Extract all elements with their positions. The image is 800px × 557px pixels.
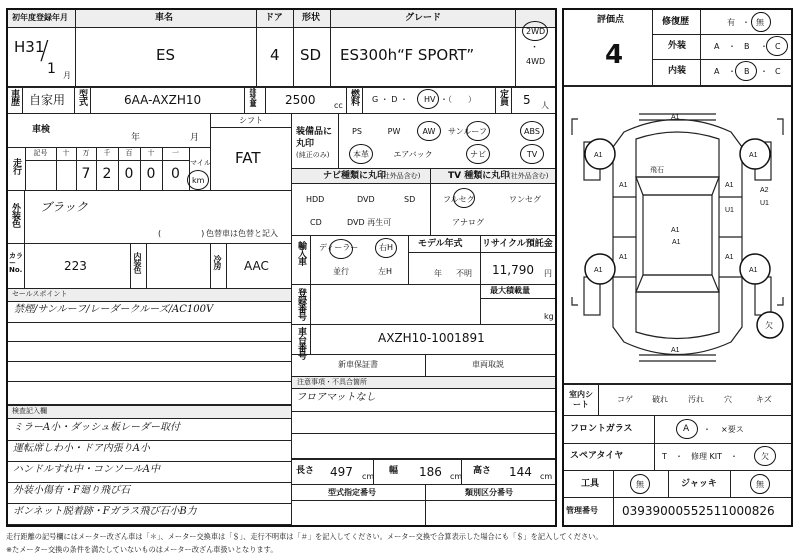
warranty-manual: 車両取説 <box>472 360 504 369</box>
inspector-line: 運転席しわ小・ドア内張りA小 <box>13 443 150 454</box>
width-unit: cm <box>450 472 463 481</box>
windshield-label: フロントガラス <box>570 424 633 434</box>
spare-tire-none: 欠 <box>761 452 769 461</box>
exterior-color-label: 外装色 <box>10 203 20 227</box>
exterior-grade-option: ・ <box>728 42 736 51</box>
displacement-unit: cc <box>334 101 343 110</box>
interior-sheet-option: キズ <box>756 395 772 404</box>
sales-point-label: セールスポイント <box>12 290 68 298</box>
mileage-digit: 0 <box>171 166 180 182</box>
model-value: 6AA-AXZH10 <box>124 93 202 107</box>
inspector-rule <box>8 461 291 462</box>
recycle-unit: 円 <box>544 269 552 278</box>
mileage-digit-header: 百 <box>125 149 133 157</box>
history-value: 自家用 <box>29 93 66 107</box>
history-label: 車歴 <box>9 89 19 105</box>
ac-label: 冷房 <box>213 255 222 269</box>
interior-grade-option: ・ <box>728 67 736 76</box>
exterior-grade-option: B <box>744 42 750 51</box>
management-label: 管理番号 <box>566 506 598 515</box>
color-no-value: 223 <box>64 259 87 273</box>
type-designation-label: 型式指定番号 <box>328 488 376 497</box>
inspection-label: 車検 <box>32 125 51 135</box>
category-label: 類別区分番号 <box>465 488 513 497</box>
interior-sheet-label: 室内シート <box>569 390 593 410</box>
reg-year-label: 初年度登録年月 <box>12 13 68 22</box>
equipment-label: 装備品に丸印 <box>296 127 333 149</box>
import-right-h-circle <box>375 238 397 258</box>
interior-grade-b-circle <box>735 61 757 81</box>
score-value: 4 <box>605 40 624 70</box>
spare-tire-none-circle <box>754 446 776 466</box>
repair-no: 無 <box>756 18 764 27</box>
length-value: 497 <box>330 465 353 479</box>
spare-tire-kit: ・ 修理 KIT ・ <box>675 452 739 461</box>
width-value: 186 <box>419 465 442 479</box>
inspector-line: 外装小傷有・F廻り飛び石 <box>13 485 130 496</box>
interior-grade-option: ・ <box>760 67 768 76</box>
mark-u1-right: U1 <box>725 207 734 214</box>
height-unit: cm <box>540 472 553 481</box>
nav-sd: SD <box>404 195 416 204</box>
mileage-digit-header: 千 <box>103 149 111 157</box>
management-value: 03939000552511000826 <box>622 504 775 518</box>
drive-2wd-circle <box>522 21 548 41</box>
max-load-label: 最大積載量 <box>490 286 530 295</box>
equipment-tv-circle <box>520 144 544 164</box>
ac-value: AAC <box>244 259 269 273</box>
model-year-unit: 年 <box>434 269 442 278</box>
model-label: 型式 <box>77 89 87 105</box>
equipment-sub: (純正のみ) <box>296 151 330 159</box>
car-diagram <box>564 87 791 381</box>
capacity-value: 5 <box>523 93 531 107</box>
mark-a1-tire-rr: A1 <box>749 267 758 274</box>
mark-a1-top: A1 <box>671 114 680 121</box>
sales-point-text: 禁煙/サンルーフ/レーダークルーズ/AC100V <box>14 304 214 315</box>
inspector-rule <box>8 482 291 483</box>
displacement-value: 2500 <box>285 93 316 107</box>
fuel-hv-circle <box>417 89 439 109</box>
interior-sheet-option: 穴 <box>724 395 732 404</box>
car-name-value: ES <box>156 46 175 64</box>
notes-label: 注意事項・不具合箇所 <box>297 378 367 386</box>
tv-title-sub: (社外品含む) <box>508 172 549 180</box>
mileage-digit: 2 <box>102 166 112 182</box>
inspector-rule <box>8 440 291 441</box>
interior-sheet-option: コゲ <box>617 395 633 404</box>
drive-4wd: 4WD <box>526 57 546 66</box>
mark-u1-right-outer: U1 <box>760 200 769 207</box>
mileage-digit: 0 <box>146 166 156 182</box>
chassis-label: 車台番号 <box>296 327 306 359</box>
tv-analog: アナログ <box>452 218 484 227</box>
mileage-digit-header: 一 <box>172 149 179 157</box>
interior-color-label: 内装色 <box>133 252 142 273</box>
mark-a1-tire-fr: A1 <box>749 152 758 159</box>
nav-cd: CD <box>310 218 322 227</box>
tools-value-circle <box>630 474 650 494</box>
repair-yes: 有 <box>727 18 735 27</box>
door-label: ドア <box>265 13 283 23</box>
tv-oneseg: ワンセグ <box>509 195 541 204</box>
mileage-km-circle <box>187 170 209 190</box>
nav-dvd: DVD <box>357 195 375 204</box>
interior-sheet-option: 汚れ <box>688 395 704 404</box>
exterior-grade-label: 外装 <box>668 41 687 51</box>
interior-grade-option: C <box>775 67 781 76</box>
tools-value: 無 <box>636 480 644 489</box>
import-parallel: 並行 <box>333 267 349 276</box>
import-label: 輸入車 <box>296 241 306 265</box>
equipment-nav-circle <box>466 144 490 164</box>
equipment-item: エアバック <box>393 150 433 159</box>
grade-value: ES300h“F SPORT” <box>340 46 475 64</box>
capacity-unit: 人 <box>541 101 549 110</box>
mark-a1-right-1: A1 <box>725 182 734 189</box>
equipment-item: サンルーフ <box>448 127 487 136</box>
exterior-color-note: 色替車は色替と記入 <box>206 229 278 238</box>
repair-label: 修復歴 <box>662 17 690 27</box>
import-dealer: ディーラー <box>319 243 359 252</box>
exterior-color-paren: ( ) <box>158 229 205 238</box>
fuel-hv: HV <box>424 95 436 104</box>
equipment-item: ABS <box>524 127 540 136</box>
shape-value: SD <box>300 46 322 64</box>
recycle-value: 11,790 <box>492 263 534 277</box>
car-name-label: 車名 <box>155 13 174 23</box>
equipment-item: AW <box>422 127 436 136</box>
mark-a1-tire-fl: A1 <box>594 152 603 159</box>
drive-2wd: 2WD <box>526 27 546 36</box>
mileage-label: 走行 <box>11 158 21 174</box>
capacity-label: 定員 <box>498 89 508 105</box>
windshield-a-circle <box>676 419 698 439</box>
grade-label: グレード <box>405 13 442 23</box>
score-label: 評価点 <box>597 15 625 25</box>
windshield-a: A <box>683 424 690 434</box>
mark-a1-bottom: A1 <box>671 347 680 354</box>
equipment-item: TV <box>526 150 538 159</box>
equipment-abs-circle <box>520 121 544 141</box>
fuel-paren: ・（ ） <box>440 95 476 104</box>
mileage-digit-header: 十 <box>62 149 70 157</box>
shape-label: 形状 <box>302 13 321 23</box>
exterior-grade-c-circle <box>766 36 788 56</box>
inspector-line: ハンドルすれ中・コンソールA中 <box>13 464 161 475</box>
spare-tire-label: スペアタイヤ <box>570 451 624 461</box>
mileage-digit-header: 万 <box>82 149 90 157</box>
interior-grade-option: A <box>714 67 720 76</box>
windshield-sep: ・ <box>703 425 711 434</box>
equipment-item: ナビ <box>470 150 486 159</box>
repair-dot: ・ <box>742 18 750 27</box>
interior-grade-label: 内装 <box>668 66 687 76</box>
tools-label: 工具 <box>581 479 600 489</box>
import-dealer-circle <box>329 239 353 259</box>
inspector-label: 検査記入欄 <box>12 407 47 415</box>
exterior-grade-option: ・ <box>760 42 768 51</box>
mileage-digit: 0 <box>124 166 134 182</box>
mileage-digit-header: 記号 <box>33 149 48 157</box>
equipment-item: PW <box>387 127 401 136</box>
mark-a1-left-1: A1 <box>619 182 628 189</box>
footer-line-1: 走行距離の記号欄にはメーター改ざん車は「＊」、メーター交換車は「＄」、走行不明車は「＃」を記入してください。メーター交換で合算表示した場合にも「＄」を記入してください。 <box>6 532 603 541</box>
repair-no-circle <box>751 12 771 32</box>
mark-a1-center: A1 <box>671 227 680 234</box>
mileage-unit-mile: マイル <box>190 159 211 167</box>
height-label: 高さ <box>473 466 492 476</box>
drive-dot: ・ <box>530 43 540 53</box>
door-value: 4 <box>270 46 280 64</box>
mileage-digit-header: 十 <box>147 149 155 157</box>
inspector-line: ミラーA小・ダッシュ板レーダー取付 <box>13 422 181 433</box>
tv-title: TV 種類に丸印 <box>448 171 510 181</box>
equipment-item: PS <box>352 127 362 136</box>
equipment-leather-circle <box>349 144 373 164</box>
warranty-new-car: 新車保証書 <box>338 360 378 369</box>
tv-fullseg: フルセグ <box>443 195 475 204</box>
equipment-aw-circle <box>417 121 441 141</box>
mileage-digit: 7 <box>81 166 91 182</box>
mark-a2-right: A2 <box>760 187 769 194</box>
mark-hail: 飛石 <box>650 167 664 174</box>
nav-hdd: HDD <box>306 195 325 204</box>
max-load-unit: kg <box>544 312 554 321</box>
inspector-line: ボンネット脱着跡・Fガラス飛び石小B力 <box>13 506 197 517</box>
import-right-h: 右H <box>379 243 394 252</box>
fuel-options: G ・ D ・ <box>372 95 408 104</box>
width-label: 幅 <box>389 466 399 476</box>
shift-label: シフト <box>239 116 263 125</box>
import-left-h: 左H <box>378 267 393 276</box>
inspection-month-unit: 月 <box>190 133 200 143</box>
equipment-sunroof-circle <box>466 121 490 141</box>
footer-line-2: ※たメーター交換の条件を満たしていないものはメーター改ざん車扱いとなります。 <box>6 545 278 554</box>
length-unit: cm <box>362 472 375 481</box>
tv-fullseg-circle <box>453 188 475 208</box>
jack-value-circle <box>750 474 770 494</box>
interior-sheet-option: 破れ <box>652 395 668 404</box>
nav-title-sub: (社外品含む) <box>380 172 421 180</box>
nav-title: ナビ種類に丸印 <box>323 171 387 181</box>
exterior-grade-option: C <box>775 42 781 51</box>
chassis-value: AXZH10-1001891 <box>378 331 485 345</box>
reg-month-unit: 月 <box>63 71 71 80</box>
model-year-unknown: 不明 <box>456 269 472 278</box>
jack-value: 無 <box>756 480 764 489</box>
fuel-label: 燃料 <box>349 89 359 105</box>
length-label: 長さ <box>296 466 315 476</box>
mark-a1-right-2: A1 <box>725 254 734 261</box>
reg-era: H31 <box>14 38 45 56</box>
notes-text: フロアマットなし <box>296 392 376 403</box>
mileage-unit-km: km <box>192 176 205 185</box>
inspector-rule <box>8 503 291 504</box>
nav-dvd-play: DVD 再生可 <box>347 218 392 227</box>
interior-grade-option: B <box>744 67 750 76</box>
model-year-label: モデル年式 <box>418 239 463 249</box>
color-no-label: カラーNo. <box>9 252 23 274</box>
spare-tire-t: T <box>662 452 667 461</box>
height-value: 144 <box>509 465 532 479</box>
mark-a1-center-2: A1 <box>672 239 681 246</box>
registration-label: 登録番号 <box>296 288 306 320</box>
windshield-replace: ×要ス <box>721 425 744 434</box>
mark-a1-left-2: A1 <box>619 254 628 261</box>
shift-value: FAT <box>235 149 261 167</box>
inspection-year-unit: 年 <box>131 133 141 143</box>
reg-slash: / <box>40 36 49 66</box>
mark-missing: 欠 <box>765 321 773 330</box>
exterior-grade-option: A <box>714 42 720 51</box>
recycle-label: リサイクル預託金 <box>482 239 553 249</box>
inspector-rule <box>8 524 291 525</box>
displacement-label: 排気量 <box>249 88 257 106</box>
equipment-item: 本革 <box>353 150 369 159</box>
exterior-color-value: ブラック <box>40 200 88 214</box>
reg-month: 1 <box>47 61 56 77</box>
mark-a1-tire-rl: A1 <box>594 267 603 274</box>
jack-label: ジャッキ <box>681 479 717 489</box>
